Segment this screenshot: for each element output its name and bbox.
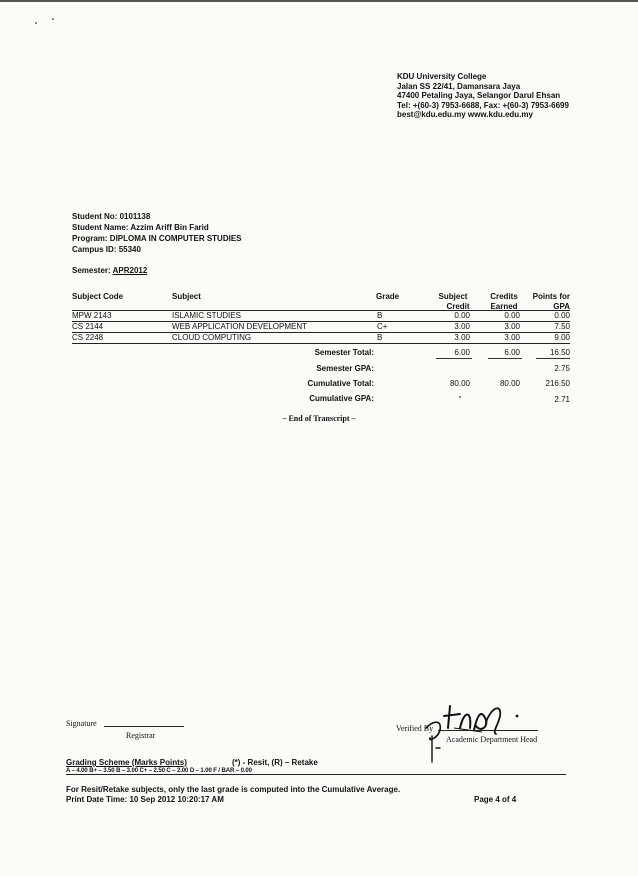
- semester-value: APR2012: [112, 266, 148, 275]
- semester-total-points: 16.50: [549, 348, 570, 357]
- print-date-value: 10 Sep 2012 10:20:17 AM: [129, 795, 224, 804]
- print-date-line: [66, 795, 400, 805]
- row2-grade: C+: [377, 322, 388, 331]
- header-subject: Subject: [172, 292, 201, 301]
- verified-by-label: Verified By: [396, 724, 434, 733]
- semester-line: [72, 266, 147, 275]
- signature-stroke: [432, 736, 440, 762]
- college-address-line-1: Jalan SS 22/41, Damansara Jaya: [397, 81, 521, 91]
- print-date-label: Print Date Time:: [66, 795, 128, 804]
- semester-total-label: Semester Total:: [314, 348, 374, 357]
- row1-credit: 0.00: [454, 311, 470, 320]
- semester-total-credit: 6.00: [454, 348, 470, 357]
- row2-earned: 3.00: [504, 322, 520, 331]
- campus-line: [72, 244, 242, 255]
- header-subject-credit-line1: Subject: [438, 292, 468, 301]
- resit-note: For Resit/Retake subjects, only the last grade is computed into the Cumulative Average.: [66, 785, 401, 794]
- semester-gpa-label: Semester GPA:: [316, 364, 374, 373]
- college-address-block: [397, 72, 569, 120]
- campus-id: 55340: [118, 245, 141, 254]
- semester-gpa: 2.75: [554, 364, 570, 373]
- header-subject-credit-line2: Credit: [446, 301, 470, 311]
- signature-dot: [516, 715, 519, 718]
- student-name: Azzim Ariff Bin Farid: [130, 223, 209, 232]
- header-credits-earned: [484, 292, 524, 311]
- department-head-label: Academic Department Head: [446, 735, 538, 744]
- college-name: KDU University College: [397, 72, 487, 81]
- student-name-line: [72, 222, 242, 233]
- row1-code: MPW 2143: [72, 311, 112, 320]
- row2-code: CS 2144: [72, 322, 104, 331]
- campus-label: Campus ID:: [72, 245, 117, 254]
- row2-points: 7.50: [554, 322, 570, 331]
- row-rule: [72, 343, 570, 344]
- college-contact: best@kdu.edu.my www.kdu.edu.my: [397, 110, 533, 119]
- row3-code: CS 2248: [72, 333, 104, 342]
- grading-scale: A – 4.00 B+ – 3.50 B – 3.00 C+ – 2.50 C – 2.00 D – 1.00 F / BAR – 0.00: [66, 768, 252, 774]
- scan-edge: [0, 0, 638, 2]
- end-of-transcript: – End of Transcript –: [282, 414, 356, 423]
- signature-stroke: [444, 706, 486, 730]
- college-address-line-2: 47400 Petaling Jaya, Selangor Darul Ehsan: [397, 91, 561, 100]
- handwritten-signature-image: [420, 698, 530, 768]
- program-line: [72, 233, 242, 244]
- total-underline: [436, 358, 472, 359]
- grading-rule: [66, 774, 566, 775]
- row3-points: 9.00: [554, 333, 570, 342]
- row1-points: 0.00: [554, 311, 570, 320]
- grading-scheme-title: Grading Scheme (Marks Points): [66, 758, 187, 767]
- header-grade: Grade: [376, 292, 400, 301]
- row3-credit: 3.00: [454, 333, 470, 342]
- scan-speck: [459, 396, 461, 398]
- signature-stroke: [426, 722, 440, 739]
- row2-subject: WEB APPLICATION DEVELOPMENT: [172, 322, 307, 331]
- scan-speck: [35, 22, 37, 24]
- student-name-label: Student Name:: [72, 223, 129, 232]
- header-credits-earned-line2: Earned: [490, 301, 518, 311]
- student-number: 0101138: [119, 212, 151, 221]
- signature-label: Signature: [66, 719, 97, 728]
- header-points-gpa-line2: GPA: [553, 301, 570, 311]
- row3-grade: B: [377, 333, 383, 342]
- total-underline: [536, 358, 570, 359]
- row3-earned: 3.00: [504, 333, 520, 342]
- row1-earned: 0.00: [504, 311, 520, 320]
- signature-line: [104, 726, 184, 727]
- header-subject-code: Subject Code: [72, 292, 124, 301]
- cumulative-total-label: Cumulative Total:: [307, 379, 374, 388]
- semester-label: Semester:: [72, 266, 111, 275]
- scan-speck: [52, 18, 54, 20]
- header-points-gpa: [520, 292, 570, 311]
- header-credits-earned-line1: Credits: [490, 292, 518, 301]
- cumulative-total-earned: 80.00: [499, 379, 520, 388]
- college-phone: Tel: +(60-3) 7953-6688, Fax: +(60-3) 7953-6699: [397, 100, 569, 110]
- program-label: Program:: [72, 234, 108, 243]
- row1-subject: ISLAMIC STUDIES: [172, 311, 241, 320]
- signature-stroke: [486, 708, 500, 734]
- cumulative-gpa: 2.71: [554, 395, 570, 404]
- student-info: [72, 211, 242, 255]
- header-subject-credit: [432, 292, 474, 311]
- cumulative-total-credit: 80.00: [449, 379, 470, 388]
- total-underline: [488, 358, 522, 359]
- student-number-line: [72, 211, 242, 222]
- row1-grade: B: [377, 311, 383, 320]
- cumulative-gpa-label: Cumulative GPA:: [309, 394, 374, 403]
- resit-retake-legend: (*) - Resit, (R) – Retake: [232, 758, 318, 767]
- semester-total-earned: 6.00: [504, 348, 520, 357]
- page-number: Page 4 of 4: [474, 795, 517, 804]
- row2-credit: 3.00: [454, 322, 470, 331]
- program-name: DIPLOMA IN COMPUTER STUDIES: [109, 234, 242, 243]
- footer-notes: [66, 785, 400, 805]
- registrar-label: Registrar: [126, 731, 156, 740]
- student-number-label: Student No:: [72, 212, 118, 221]
- header-points-gpa-line1: Points for: [532, 292, 570, 301]
- cumulative-total-points: 216.50: [545, 379, 570, 388]
- row3-subject: CLOUD COMPUTING: [172, 333, 252, 342]
